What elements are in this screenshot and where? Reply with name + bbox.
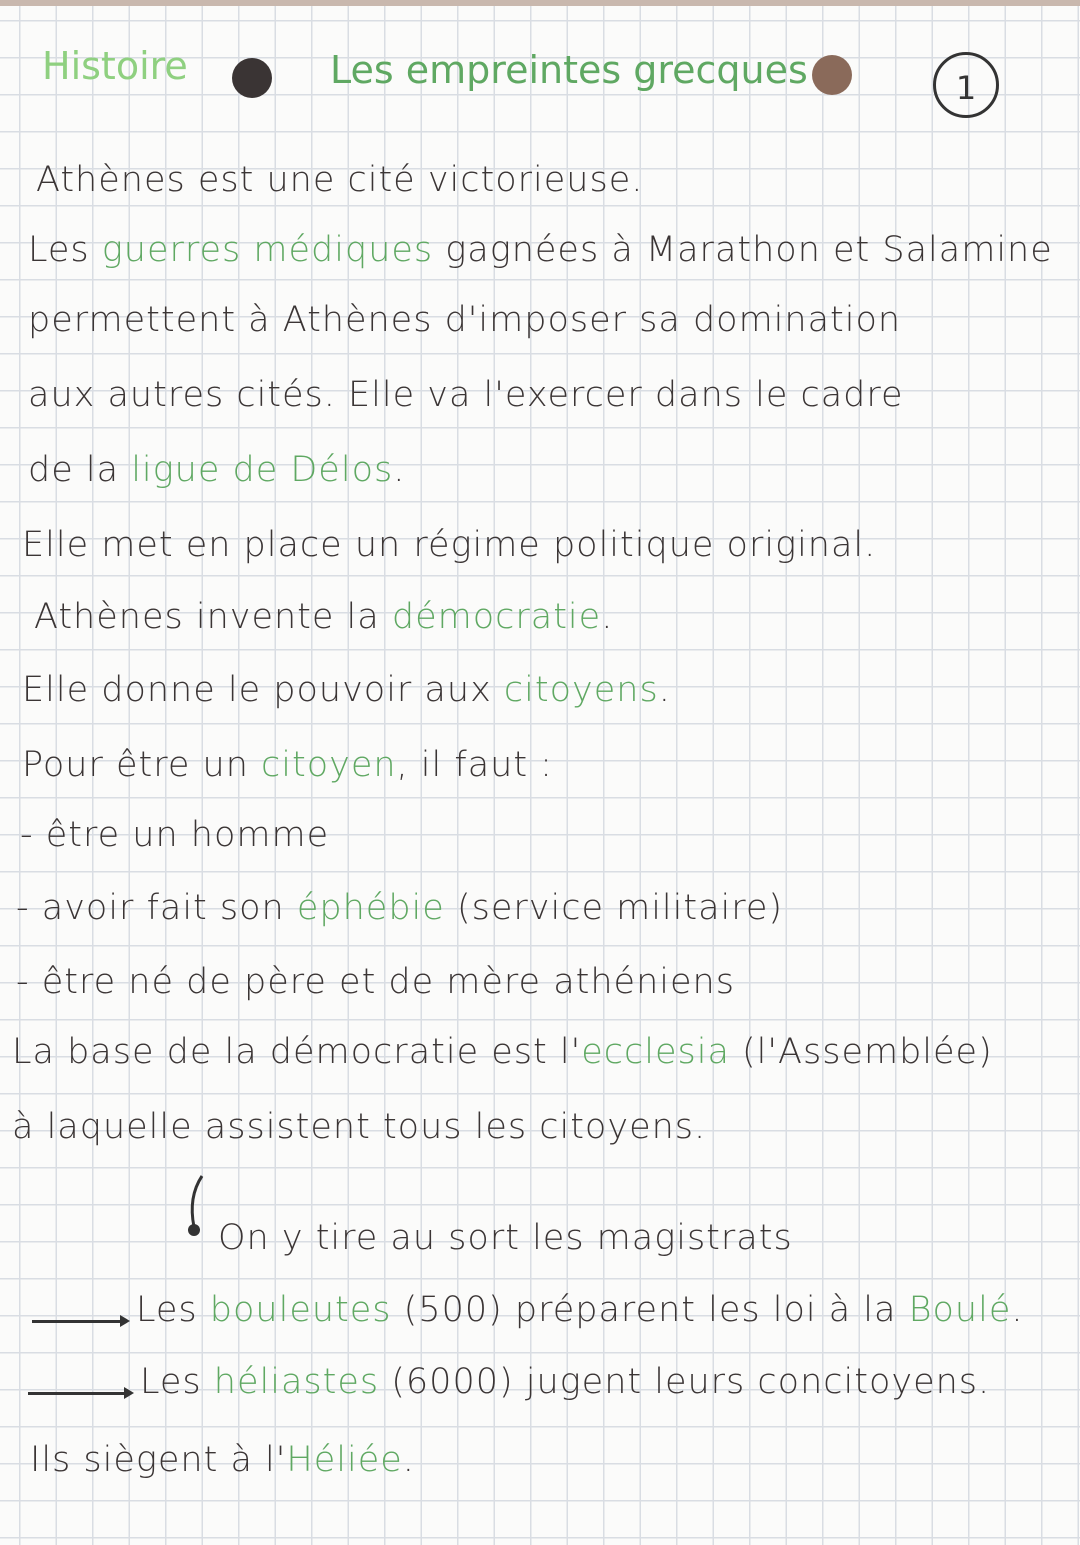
key-term: ligue de Délos <box>131 450 394 490</box>
subject-heading: Histoire <box>42 44 188 88</box>
note-line <box>36 160 643 200</box>
curved-arrow-icon <box>180 1172 210 1242</box>
note-line <box>22 670 671 710</box>
note-line <box>34 597 613 637</box>
key-term: héliastes <box>213 1362 380 1402</box>
text-segment: Athènes invente la <box>34 597 392 637</box>
key-term: éphébie <box>296 888 445 928</box>
text-segment: - être un homme <box>20 815 330 855</box>
note-line <box>28 230 1053 270</box>
brown-dot-icon <box>812 55 852 95</box>
note-line <box>218 1218 793 1258</box>
text-segment: Les <box>28 230 102 270</box>
page-number: 1 <box>933 52 999 118</box>
key-term: Boulé <box>908 1290 1012 1330</box>
arrow-icon <box>32 1320 124 1323</box>
text-segment: - être né de père et de mère athéniens <box>16 962 735 1002</box>
text-segment: gagnées à Marathon et Salamine <box>433 230 1053 270</box>
text-segment: de la <box>28 450 132 490</box>
text-segment: - avoir fait son <box>16 888 297 928</box>
arrow-icon <box>28 1392 128 1395</box>
note-line <box>28 300 901 340</box>
text-segment: Elle donne le pouvoir aux <box>22 670 504 710</box>
text-segment: Elle met en place un régime politique original. <box>22 525 877 565</box>
note-line <box>28 375 904 415</box>
key-term: ecclesia <box>581 1032 730 1072</box>
text-segment: aux autres cités. Elle va l'exercer dans le cadre <box>28 375 904 415</box>
text-segment: . <box>1011 1290 1024 1330</box>
note-line <box>12 1032 993 1072</box>
dark-dot-icon <box>232 58 272 98</box>
page-title: Les empreintes grecques <box>330 48 808 92</box>
text-segment: , il faut : <box>396 745 553 785</box>
key-term: citoyen <box>261 745 397 785</box>
text-segment: . <box>393 450 406 490</box>
note-line <box>22 745 553 785</box>
text-segment: Les <box>140 1362 214 1402</box>
note-line <box>28 450 405 490</box>
note-line <box>12 1107 706 1147</box>
text-segment: à laquelle assistent tous les citoyens. <box>12 1107 707 1147</box>
text-segment: (service militaire) <box>444 888 784 928</box>
text-segment: Les <box>136 1290 210 1330</box>
note-line <box>16 962 735 1002</box>
text-segment: . <box>601 597 614 637</box>
text-segment: On y tire au sort les magistrats <box>218 1218 793 1258</box>
note-line <box>136 1290 1024 1330</box>
page-top-edge <box>0 0 1080 6</box>
note-line <box>140 1362 990 1402</box>
note-line <box>22 525 876 565</box>
note-line <box>20 815 329 855</box>
key-term: bouleutes <box>209 1290 392 1330</box>
key-term: guerres médiques <box>101 230 434 270</box>
key-term: citoyens <box>503 670 659 710</box>
text-segment: (500) préparent les loi à la <box>391 1290 909 1330</box>
text-segment: Athènes est une cité victorieuse. <box>36 160 644 200</box>
text-segment: permettent à Athènes d'imposer sa domination <box>28 300 902 340</box>
text-segment: Ils siègent à l' <box>30 1440 287 1480</box>
note-line <box>16 888 783 928</box>
text-segment: . <box>658 670 671 710</box>
text-segment: Pour être un <box>22 745 261 785</box>
text-segment: (l'Assemblée) <box>729 1032 993 1072</box>
key-term: démocratie <box>391 597 602 637</box>
key-term: Héliée <box>286 1440 403 1480</box>
text-segment: (6000) jugent leurs concitoyens. <box>379 1362 991 1402</box>
text-segment: . <box>402 1440 415 1480</box>
text-segment: La base de la démocratie est l' <box>12 1032 582 1072</box>
note-line <box>30 1440 415 1480</box>
